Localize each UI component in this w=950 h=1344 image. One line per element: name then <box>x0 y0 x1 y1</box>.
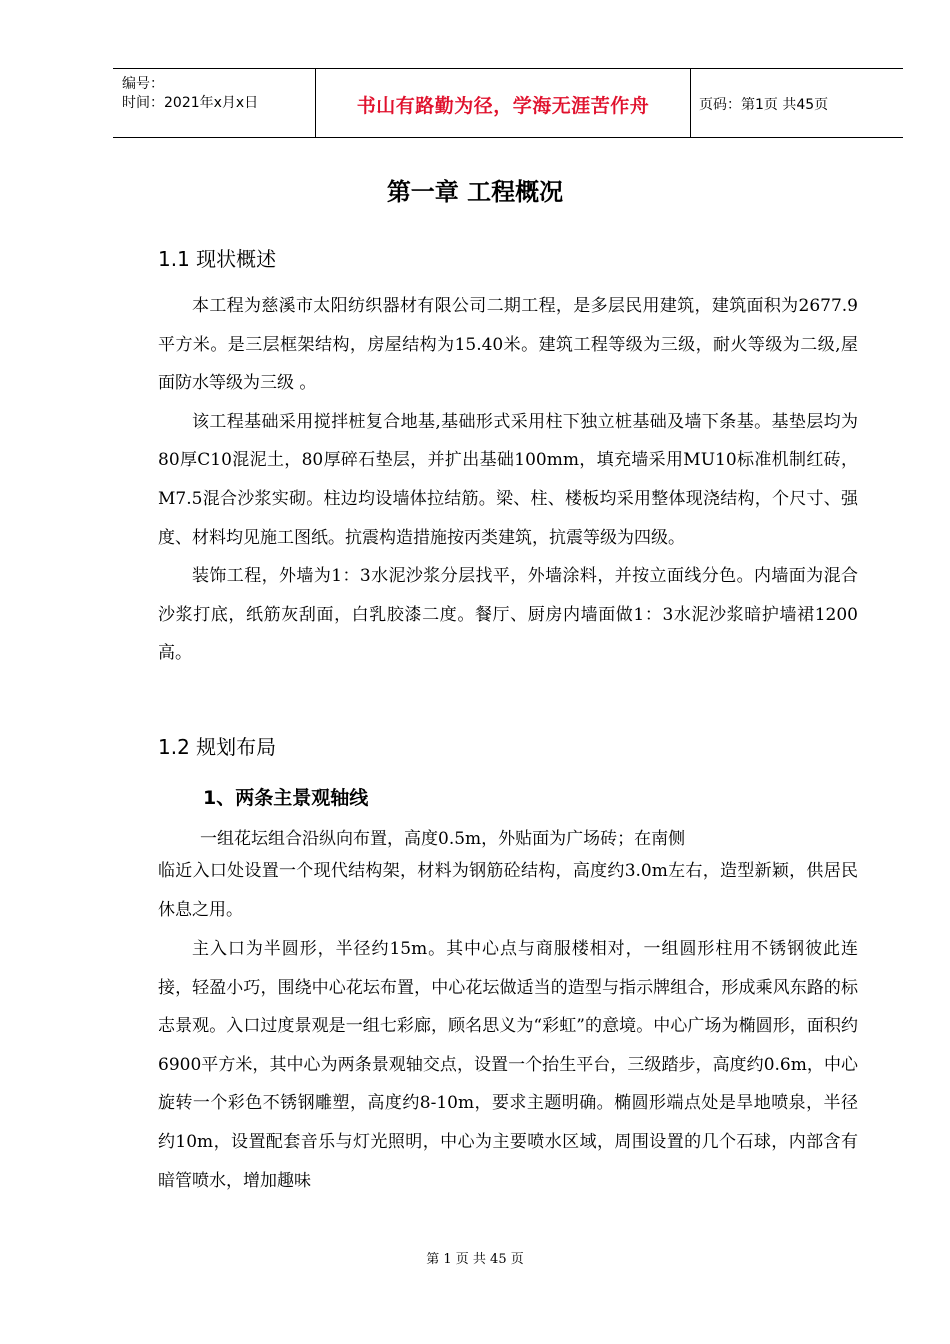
header-page-cell <box>690 69 903 137</box>
paragraph-decoration: 装饰工程，外墙为1：3水泥沙浆分层找平，外墙涂料，并按立面线分色。内墙面为混合沙浆打底，纸筋灰刮面，白乳胶漆二度。餐厅、厨房内墙面做1：3水泥沙浆暗护墙裙1200高。 <box>158 566 858 664</box>
paragraph-line-flowerbed: 一组花坛组合沿纵向布置，高度0.5m，外贴面为广场砖；在南侧 <box>200 829 686 849</box>
paragraph-foundation: 该工程基础采用搅拌桩复合地基,基础形式采用柱下独立桩基础及墙下条基。基垫层均为80厚C10混泥土，80厚碎石垫层，并扩出基础100mm，填充墙采用MU10标准机制红砖，M7.5混合沙浆实砌。柱边均设墙体拉结筋。梁、柱、楼板均采用整体现浇结构，个尺寸、强度、材料均见施工图纸。抗震构造措施按丙类建筑，抗震等级为四级。 <box>158 411 858 548</box>
chapter-title: 第一章 工程概况 <box>386 178 564 206</box>
paragraph-structure <box>158 852 858 929</box>
subsection-heading: 1、两条主景观轴线 <box>203 787 369 809</box>
header-table <box>113 68 903 138</box>
page-footer: 第 1 页 共 45 页 <box>426 1252 524 1267</box>
paragraph-structure-text: 临近入口处设置一个现代结构架，材料为钢筋砼结构，高度约3.0m左右，造型新颖，供居民休息之用。 <box>158 861 858 920</box>
section-1-1-body <box>158 287 858 673</box>
paragraph-entrance-text: 主入口为半圆形，半径约15m。其中心点与商服楼相对，一组圆形柱用不锈钢彼此连接，轻盈小巧，围绕中心花坛布置，中心花坛做适当的造型与指示牌组合，形成乘风东路的标志景观。入口过度景观是一组七彩廊，顾名思义为“彩虹”的意境。中心广场为椭圆形，面积约6900平方米，其中心为两条景观轴交点，设置一个抬生平台，三级踏步，高度约0.6m，中心旋转一个彩色不锈钢雕塑，高度约8-10m，要求主题明确。椭圆形端点处是旱地喷泉，半径约10m，设置配套音乐与灯光照明，中心为主要喷水区域，周围设置的几个石球，内部含有暗管喷水，增加趣味 <box>158 939 858 1191</box>
section-heading-1-1: 1.1 现状概述 <box>158 247 277 271</box>
page-number-info: 页码：第1页 共45页 <box>699 97 829 113</box>
paragraph-overview: 本工程为慈溪市太阳纺织器材有限公司二期工程，是多层民用建筑，建筑面积为2677.9平方米。是三层框架结构，房屋结构为15.40米。建筑工程等级为三级，耐火等级为二级,屋面防水等级为三级 。 <box>158 296 858 394</box>
header-motto-cell <box>315 69 691 137</box>
document-number-label: 编号： <box>122 76 164 92</box>
section-heading-1-2: 1.2 规划布局 <box>158 735 277 759</box>
paragraph-entrance <box>158 930 858 1200</box>
header-info-cell <box>113 69 315 137</box>
document-date: 时间：2021年x月x日 <box>122 95 259 111</box>
motto: 书山有路勤为径，学海无涯苦作舟 <box>356 95 650 117</box>
